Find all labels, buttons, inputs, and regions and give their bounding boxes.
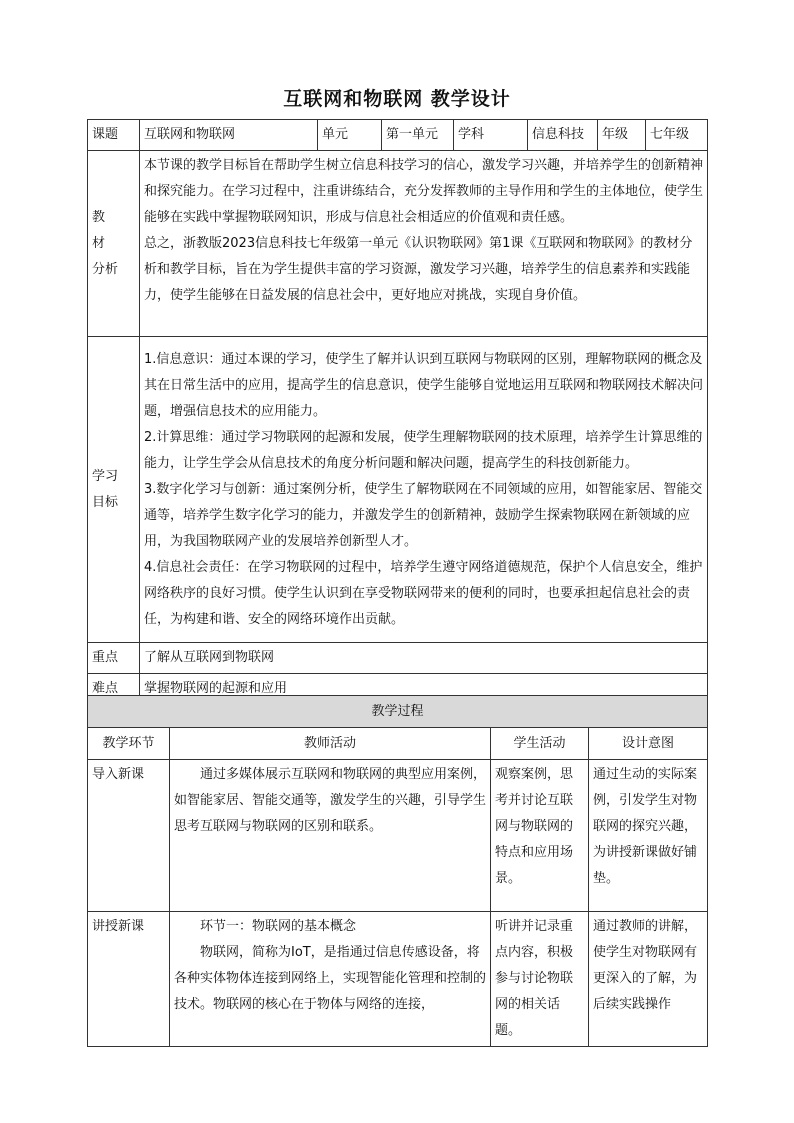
teacher-activity-cell (170, 912, 491, 1047)
objective-item: 4.信息社会责任：在学习物联网的过程中，培养学生遵守网络道德规范，保护个人信息安全，维护网络秩序的良好习惯。使学生认识到在享受物联网带来的便利的同时，也要承担起信息社会的责任，为构建和谐、安全的网络环境作出贡献。 (144, 559, 703, 627)
column-header-stage: 教学环节 (88, 728, 170, 760)
objectives-label (88, 337, 140, 643)
teacher-activity-cell (170, 760, 491, 912)
subject-value: 信息科技 (528, 120, 598, 151)
objectives-label-line-1: 学习 (92, 468, 119, 484)
analysis-paragraph: 总之，浙教版2023信息科技七年级第一单元《认识物联网》第1课《互联网和物联网》的教材分析和教学目标，旨在为学生提供丰富的学习资源，激发学习兴趣，培养学生的信息素养和实践能力，使学生能够在日益发展的信息社会中，更好地应对挑战，实现自身价值。 (144, 236, 693, 303)
teacher-activity-text: 物联网，简称为IoT，是指通过信息传感设备，将各种实体物体连接到网络上，实现智能化管理和控制的技术。物联网的核心在于物体与网络的连接， (174, 945, 487, 1012)
difficulty-value: 掌握物联网的起源和应用 (140, 674, 708, 705)
analysis-label (88, 151, 140, 337)
grade-label: 年级 (598, 120, 646, 151)
analysis-paragraph: 本节课的教学目标旨在帮助学生树立信息科技学习的信心，激发学习兴趣，并培养学生的创新精神和探究能力。在学习过程中，注重讲练结合，充分发挥教师的主导作用和学生的主体地位，使学生能够在实践中掌握物联网知识，形成与信息社会相适应的价值观和责任感。 (144, 158, 704, 225)
column-header-student: 学生活动 (491, 728, 589, 760)
topic-label: 课题 (88, 120, 140, 151)
key-point-label: 重点 (88, 643, 140, 674)
unit-label: 单元 (318, 120, 382, 151)
objective-item: 1.信息意识：通过本课的学习，使学生了解并认识到互联网与物联网的区别，理解物联网的概念及其在日常生活中的应用，提高学生的信息意识，使学生能够自觉地运用互联网和物联网技术解决问题，增强信息技术的应用能力。 (144, 351, 704, 419)
document-title: 互联网和物联网 教学设计 (283, 88, 511, 110)
teacher-activity-text: 环节一：物联网的基本概念 (200, 919, 357, 934)
grade-value: 七年级 (646, 120, 708, 151)
student-activity-cell: 听讲并记录重点内容，积极参与讨论物联网的相关话题。 (491, 912, 589, 1047)
topic-value: 互联网和物联网 (140, 120, 318, 151)
subject-label: 学科 (454, 120, 528, 151)
key-point-value: 了解从互联网到物联网 (140, 643, 708, 674)
student-activity-cell: 观察案例，思考并讨论互联网与物联网的特点和应用场景。 (491, 760, 589, 912)
objectives-content (140, 337, 708, 643)
design-intent-cell: 通过生动的实际案例，引发学生对物联网的探究兴趣，为讲授新课做好铺垫。 (589, 760, 708, 912)
process-header: 教学过程 (88, 696, 708, 728)
teacher-activity-text: 通过多媒体展示互联网和物联网的典型应用案例，如智能家居、智能交通等，激发学生的兴趣，引导学生思考互联网与物联网的区别和联系。 (174, 767, 487, 834)
objective-item: 2.计算思维：通过学习物联网的起源和发展，使学生理解物联网的技术原理，培养学生计算思维的能力，让学生学会从信息技术的角度分析问题和解决问题，提高学生的科技创新能力。 (144, 429, 703, 471)
stage-cell: 导入新课 (88, 760, 170, 912)
teaching-process-table (87, 695, 708, 1047)
analysis-content (140, 151, 708, 337)
design-intent-cell: 通过教师的讲解，使学生对物联网有更深入的了解，为后续实践操作 (589, 912, 708, 1047)
stage-cell: 讲授新课 (88, 912, 170, 1047)
objectives-label-line-2: 目标 (92, 494, 119, 510)
column-header-intent: 设计意图 (589, 728, 708, 760)
lesson-info-table (87, 119, 708, 705)
unit-value: 第一单元 (382, 120, 454, 151)
difficulty-label: 难点 (88, 674, 140, 705)
column-header-teacher: 教师活动 (170, 728, 491, 760)
objective-item: 3.数字化学习与创新：通过案例分析，使学生了解物联网在不同领域的应用，如智能家居、智能交通等，培养学生数字化学习的能力，并激发学生的创新精神，鼓励学生探索物联网在新领域的应用，为我国物联网产业的发展培养创新型人才。 (144, 481, 703, 549)
analysis-label-line-2: 分析 (92, 261, 119, 277)
analysis-label-line-1: 教 材 (92, 209, 112, 251)
